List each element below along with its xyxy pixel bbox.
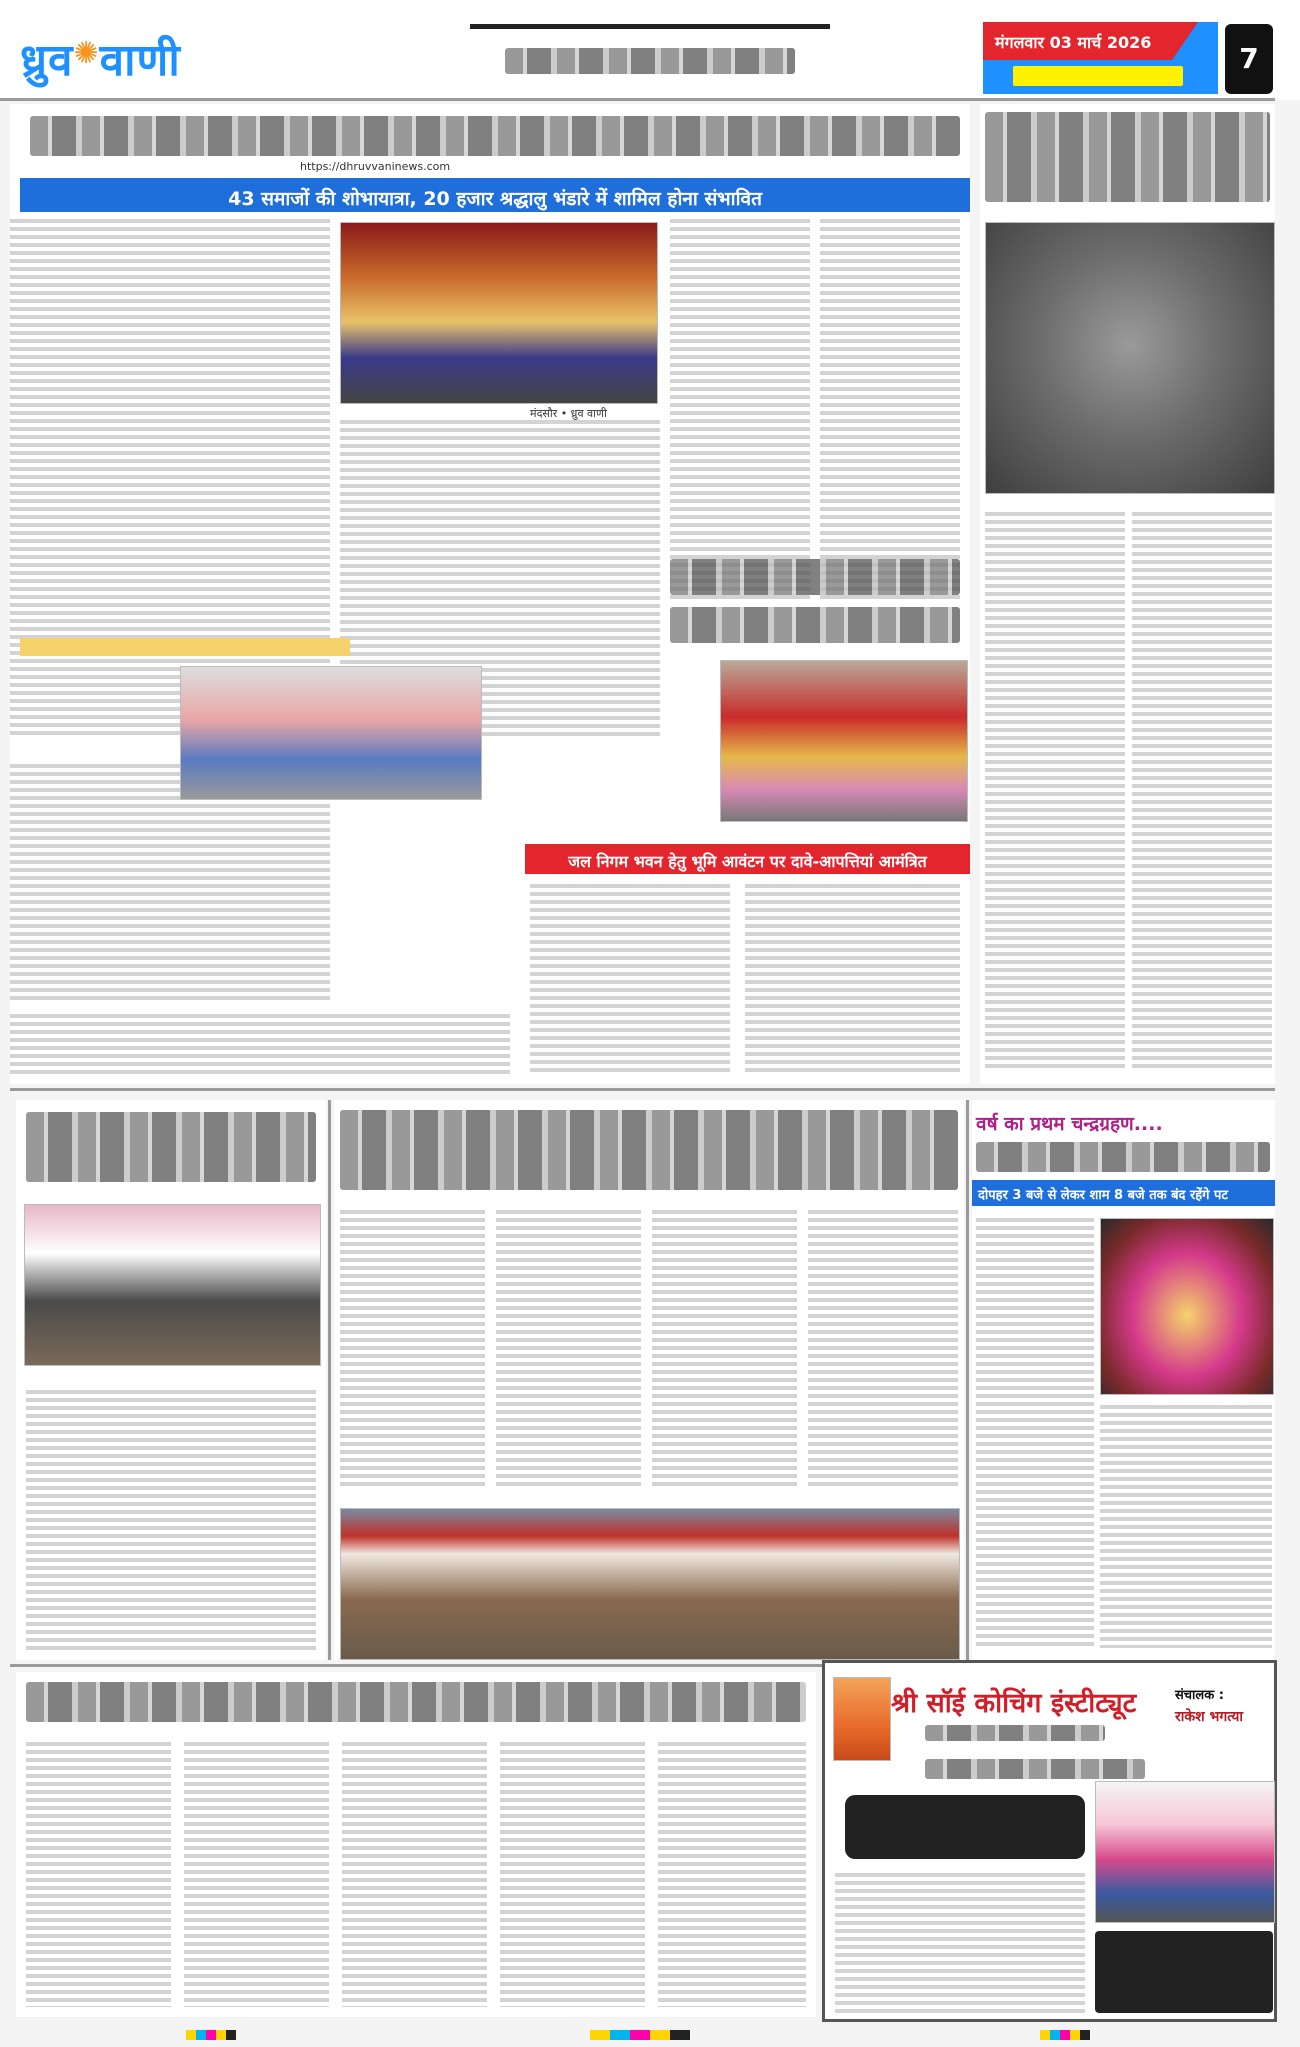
center-story-mid [334,1100,964,1660]
ad-blur-line-2 [925,1759,1145,1779]
right-headline [985,112,1270,202]
main-text-col-6 [10,1014,510,1074]
site-url: https://dhruvvaninews.com [300,160,451,173]
grahan-subhead-bar [972,1180,1275,1206]
main-text-col-2 [10,764,330,1004]
main-photo [340,222,658,404]
grahan-subhead: दोपहर 3 बजे से लेकर शाम 8 बजे तक बंद रहेंगे पट [978,1188,1228,1203]
page-number-badge [1225,24,1273,94]
center-mid-text-2 [496,1210,641,1490]
grahan-headline-rest [976,1142,1270,1172]
masthead-name-left: ध्रुव [20,35,74,86]
masthead-name-right: वाणी [99,35,181,86]
grahan-text-2 [1100,1405,1272,1648]
bhoomi-subhead-bar [525,844,970,874]
masthead [0,0,1300,100]
center-mid-headline [340,1110,958,1190]
center-mid-text-4 [808,1210,958,1490]
yellow-strip [20,638,350,656]
bottom-text-3 [342,1742,487,2007]
bhoomi-text-2 [745,884,960,1074]
bottom-text-1 [26,1742,171,2007]
director-name: राकेश भगत्या [1175,1709,1244,1725]
right-text-col-2 [1132,512,1272,1072]
masthead-logo [20,28,181,88]
bottom-headline [26,1682,806,1722]
ad-black-box-2 [1095,1931,1273,2013]
bottom-text-4 [500,1742,645,2007]
date-text: मंगलवार 03 मार्च 2026 [995,33,1152,52]
center-mid-text-1 [340,1210,485,1490]
women-group-photo [720,660,968,822]
sun-icon: ✺ [73,36,100,71]
reg-marks-left [186,2030,236,2040]
right-story-top [980,104,1275,1084]
director-label: संचालक : [1175,1688,1224,1703]
page-number: 7 [1239,42,1259,75]
holika-photo [340,1508,960,1660]
main-story [10,104,970,1084]
masthead-rule [0,98,1275,101]
middle-rule [10,1088,1275,1091]
bottom-story [16,1672,816,2017]
main-headline [30,116,960,156]
main-subhead: 43 समाजों की शोभायात्रा, 20 हजार श्रद्धालु भंडारे में शामिल होना संभावित [228,188,762,210]
coaching-title: श्री सॉई कोचिंग इंस्टीट्यूट [891,1688,1137,1719]
left-mid-text [26,1390,316,1650]
bottom-text-5 [658,1742,806,2007]
side-headline-1 [670,559,960,595]
coaching-ad [822,1660,1277,2022]
ad-text [835,1873,1085,2013]
grahan-headline: वर्ष का प्रथम चन्द्रग्रहण.... [976,1113,1163,1135]
left-mid-headline [26,1112,316,1182]
ad-black-box [845,1795,1085,1859]
reg-marks-center [590,2030,690,2040]
event-photo-1 [180,666,482,800]
main-subhead-bar [20,178,970,212]
main-text-col-4 [670,219,810,599]
side-headline-2 [670,607,960,643]
main-text-col-5 [820,219,960,599]
shivling-photo [1100,1218,1274,1395]
sai-baba-image [833,1677,891,1761]
group-photo-2 [24,1204,321,1366]
students-photo [1095,1781,1275,1923]
main-dateline: मंदसौर • ध्रुव वाणी [530,407,607,420]
right-text-col-1 [985,512,1125,1072]
date-banner [983,22,1218,94]
masthead-top-rule [470,24,830,29]
center-mid-divider [966,1100,969,1660]
masthead-blur-title [505,48,795,74]
center-mid-text-3 [652,1210,797,1490]
main-text-col-1 [10,219,330,739]
ad-blur-line-1 [925,1725,1105,1741]
bhoomi-subhead: जल निगम भवन हेतु भूमि आवंटन पर दावे-आपत्तियां आमंत्रित [568,852,927,871]
left-mid-divider [328,1100,331,1660]
grahan-text [976,1218,1094,1648]
road-photo [985,222,1275,494]
grahan-story [972,1100,1275,1660]
left-story-mid [16,1100,326,1660]
reg-marks-right [1040,2030,1090,2040]
bhoomi-text-1 [530,884,730,1074]
bottom-text-2 [184,1742,329,2007]
